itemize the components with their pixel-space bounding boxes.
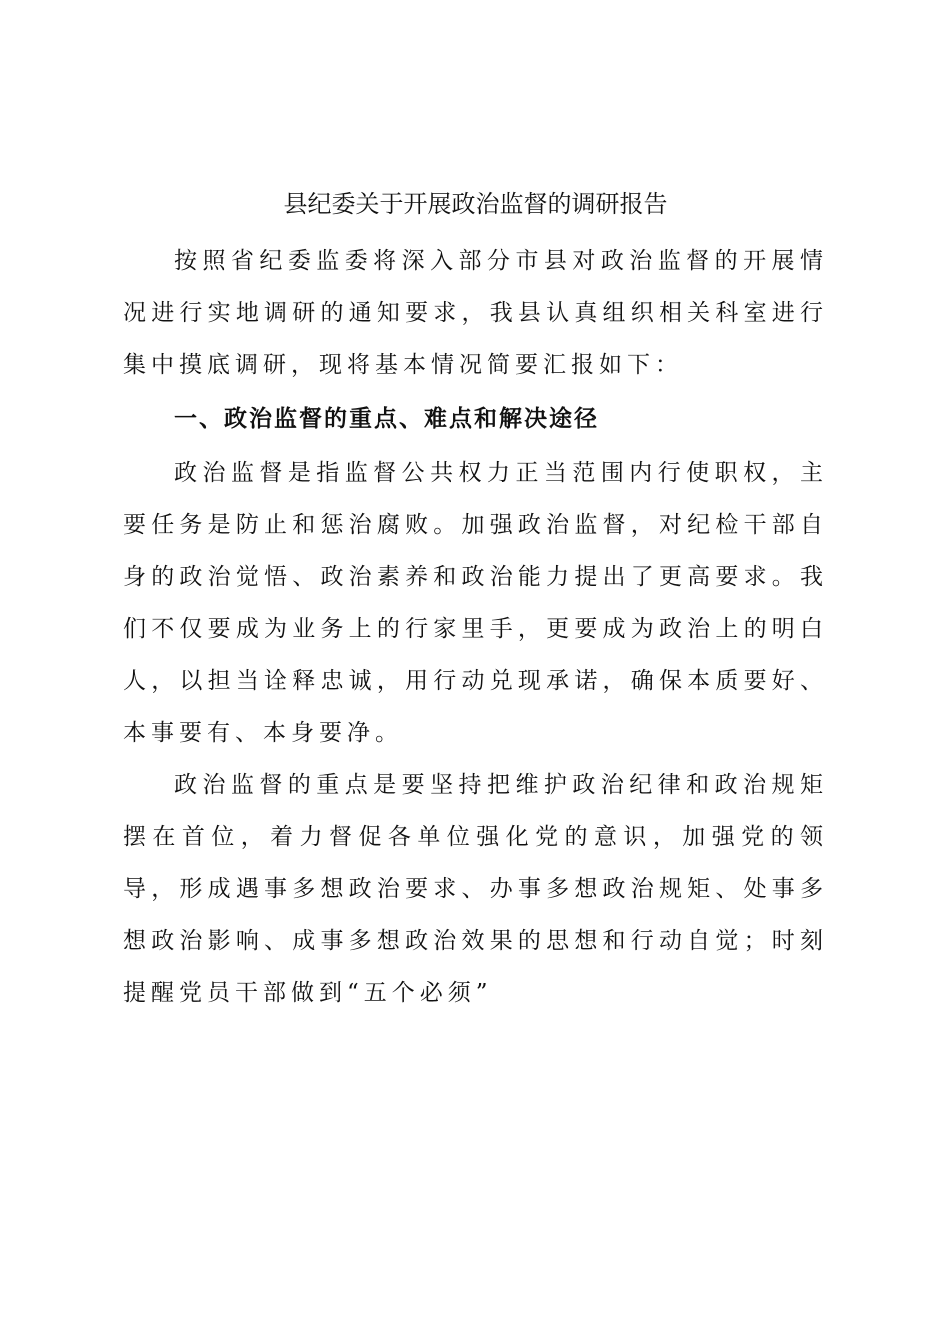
section-paragraph-2: 政治监督的重点是要坚持把维护政治纪律和政治规矩摆在首位，着力督促各单位强化党的意识，加强党的领导，形成遇事多想政治要求、办事多想政治规矩、处事多想政治影响、成事多想政治效果的思想和行动自觉；时刻提醒党员干部做到“五个必须” xyxy=(123,772,828,1006)
document-body xyxy=(123,184,828,1019)
section-paragraph-1: 政治监督是指监督公共权力正当范围内行使职权，主要任务是防止和惩治腐败。加强政治监督，对纪检干部自身的政治觉悟、政治素养和政治能力提出了更高要求。我们不仅要成为业务上的行家里手，更要成为政治上的明白人，以担当诠释忠诚，用行动兑现承诺，确保本质要好、本事要有、本身要净。 xyxy=(123,460,828,746)
document-title: 县纪委关于开展政治监督的调研报告 xyxy=(283,190,668,218)
intro-paragraph: 按照省纪委监委将深入部分市县对政治监督的开展情况进行实地调研的通知要求，我县认真组织相关科室进行集中摸底调研，现将基本情况简要汇报如下： xyxy=(123,248,828,378)
section-heading: 一、政治监督的重点、难点和解决途径 xyxy=(174,406,599,432)
